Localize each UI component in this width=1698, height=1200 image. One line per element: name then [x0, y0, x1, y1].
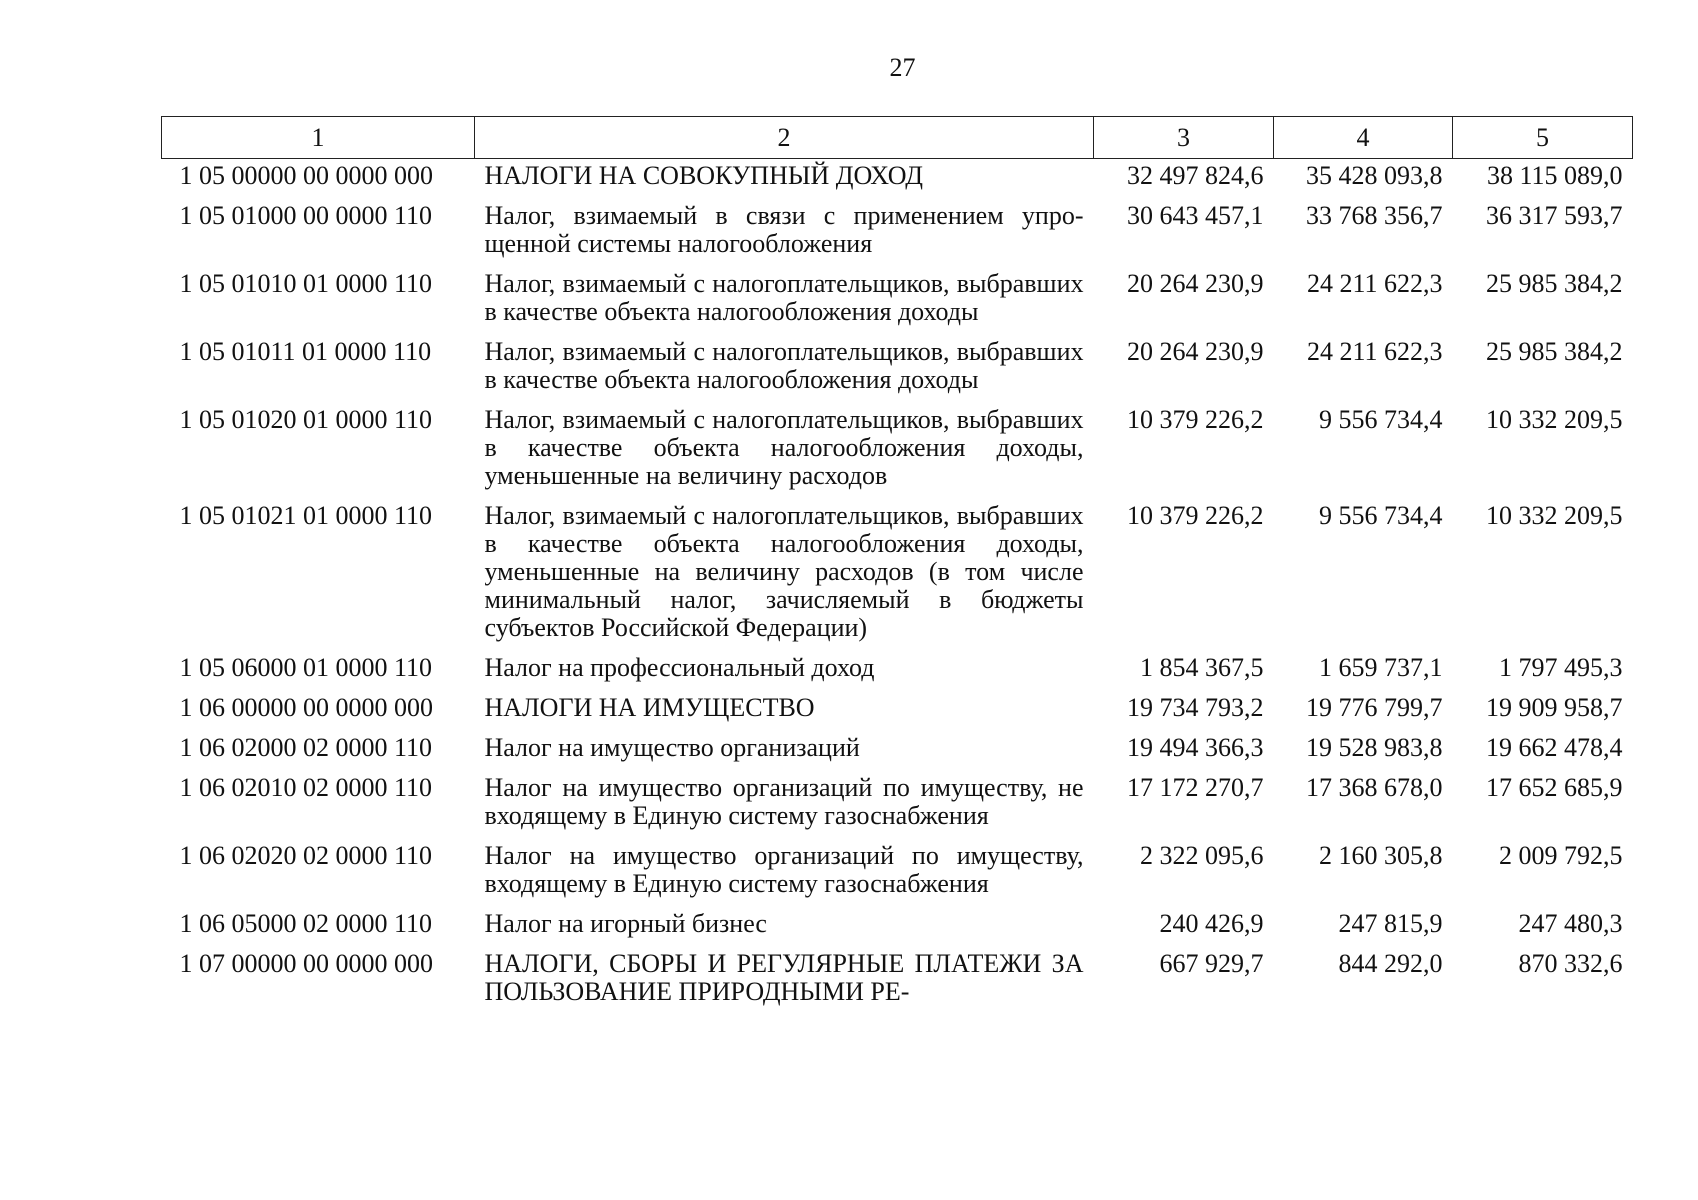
revenue-name: Налог, взимаемый с налогоплательщиков, выбравших в качестве объекта налогообложения доходы, уменьшенные на величину расходов (в том числе минимальный налог, зачисляемый в бюджеты субъектов Российской Федерации) [484, 501, 1084, 642]
header-col-2: 2 [475, 117, 1094, 159]
table-row [162, 943, 1633, 1011]
table-row [162, 647, 1633, 687]
revenue-name: НАЛОГИ, СБОРЫ И РЕГУЛЯРНЫЕ ПЛАТЕЖИ ЗА ПОЛЬЗОВАНИЕ ПРИРОДНЫМИ РЕ- [484, 949, 1084, 1006]
revenue-name: Налог на игорный бизнес [484, 909, 767, 938]
revenue-name: Налог, взимаемый с налогоплательщиков, выбравших в качестве объекта налогообложения доходы [484, 269, 1084, 326]
page-number: 27 [889, 53, 916, 82]
amount-col-5: 19 909 958,7 [1486, 693, 1623, 722]
revenue-name: Налог, взимаемый в связи с применением упрощенной системы налогообложения [484, 201, 1084, 258]
header-col-4: 4 [1274, 117, 1453, 159]
budget-code: 1 06 00000 00 0000 000 [179, 693, 433, 722]
table-row [162, 331, 1633, 399]
amount-col-5: 25 985 384,2 [1486, 337, 1623, 366]
table-row [162, 195, 1633, 263]
amount-col-5: 247 480,3 [1518, 909, 1623, 938]
amount-col-4: 1 659 737,1 [1319, 653, 1443, 682]
revenue-name: НАЛОГИ НА ИМУЩЕСТВО [484, 693, 815, 722]
revenue-name: Налог на имущество организаций по имуществу, входящему в Единую систему газоснабжения [484, 841, 1084, 898]
amount-col-3: 20 264 230,9 [1127, 269, 1264, 298]
amount-col-3: 32 497 824,6 [1127, 161, 1264, 190]
budget-code: 1 05 01011 01 0000 110 [179, 337, 432, 366]
amount-col-3: 667 929,7 [1159, 949, 1264, 978]
amount-col-4: 9 556 734,4 [1319, 501, 1443, 530]
amount-col-4: 19 528 983,8 [1306, 733, 1443, 762]
revenue-name: Налог, взимаемый с налогоплательщиков, выбравших в качестве объекта налогообложения доходы [484, 337, 1084, 394]
table-row [162, 263, 1633, 331]
budget-code: 1 05 06000 01 0000 110 [179, 653, 433, 682]
amount-col-4: 844 292,0 [1338, 949, 1443, 978]
amount-col-4: 2 160 305,8 [1319, 841, 1443, 870]
table-row [162, 495, 1633, 647]
header-col-5: 5 [1453, 117, 1633, 159]
amount-col-3: 30 643 457,1 [1127, 201, 1264, 230]
table-row [162, 687, 1633, 727]
table-row [162, 835, 1633, 903]
amount-col-4: 24 211 622,3 [1306, 337, 1443, 366]
amount-col-3: 2 322 095,6 [1140, 841, 1264, 870]
header-row [162, 117, 1633, 159]
amount-col-3: 10 379 226,2 [1127, 501, 1264, 530]
amount-col-5: 10 332 209,5 [1486, 501, 1623, 530]
header-col-1: 1 [162, 117, 475, 159]
amount-col-5: 25 985 384,2 [1486, 269, 1623, 298]
budget-code: 1 05 00000 00 0000 000 [179, 161, 433, 190]
amount-col-3: 19 734 793,2 [1127, 693, 1264, 722]
table-row [162, 767, 1633, 835]
amount-col-3: 20 264 230,9 [1127, 337, 1264, 366]
amount-col-4: 9 556 734,4 [1319, 405, 1443, 434]
budget-revenue-table [161, 116, 1633, 1011]
amount-col-5: 1 797 495,3 [1499, 653, 1623, 682]
budget-code: 1 05 01010 01 0000 110 [179, 269, 433, 298]
revenue-name: Налог на имущество организаций по имуществу, не входящему в Единую систему газоснабжения [484, 773, 1084, 830]
table-header [162, 117, 1633, 159]
table-body [162, 159, 1633, 1012]
amount-col-4: 19 776 799,7 [1306, 693, 1443, 722]
table-row [162, 399, 1633, 495]
table-row [162, 159, 1633, 196]
budget-code: 1 05 01021 01 0000 110 [179, 501, 433, 530]
revenue-name: Налог на имущество организаций [484, 733, 860, 762]
amount-col-4: 247 815,9 [1338, 909, 1443, 938]
budget-code: 1 06 02020 02 0000 110 [179, 841, 433, 870]
amount-col-4: 35 428 093,8 [1306, 161, 1443, 190]
revenue-name: Налог на профессиональный доход [484, 653, 875, 682]
budget-code: 1 06 02000 02 0000 110 [179, 733, 433, 762]
amount-col-5: 17 652 685,9 [1486, 773, 1623, 802]
amount-col-3: 10 379 226,2 [1127, 405, 1264, 434]
amount-col-4: 17 368 678,0 [1306, 773, 1443, 802]
amount-col-3: 240 426,9 [1159, 909, 1264, 938]
amount-col-5: 19 662 478,4 [1486, 733, 1623, 762]
revenue-name: Налог, взимаемый с налогоплательщиков, выбравших в качестве объекта налогообложения доходы, уменьшенные на величину расходов [484, 405, 1084, 490]
budget-code: 1 06 05000 02 0000 110 [179, 909, 433, 938]
amount-col-3: 1 854 367,5 [1140, 653, 1264, 682]
amount-col-3: 19 494 366,3 [1127, 733, 1264, 762]
table-row [162, 903, 1633, 943]
revenue-name: НАЛОГИ НА СОВОКУПНЫЙ ДОХОД [484, 161, 923, 190]
amount-col-5: 2 009 792,5 [1499, 841, 1623, 870]
budget-code: 1 05 01020 01 0000 110 [179, 405, 433, 434]
header-col-3: 3 [1094, 117, 1274, 159]
amount-col-5: 10 332 209,5 [1486, 405, 1623, 434]
amount-col-5: 36 317 593,7 [1486, 201, 1623, 230]
budget-code: 1 05 01000 00 0000 110 [179, 201, 433, 230]
table-row [162, 727, 1633, 767]
budget-code: 1 06 02010 02 0000 110 [179, 773, 433, 802]
amount-col-3: 17 172 270,7 [1127, 773, 1264, 802]
amount-col-5: 870 332,6 [1518, 949, 1623, 978]
budget-code: 1 07 00000 00 0000 000 [179, 949, 433, 978]
amount-col-5: 38 115 089,0 [1486, 161, 1623, 190]
amount-col-4: 24 211 622,3 [1306, 269, 1443, 298]
amount-col-4: 33 768 356,7 [1306, 201, 1443, 230]
